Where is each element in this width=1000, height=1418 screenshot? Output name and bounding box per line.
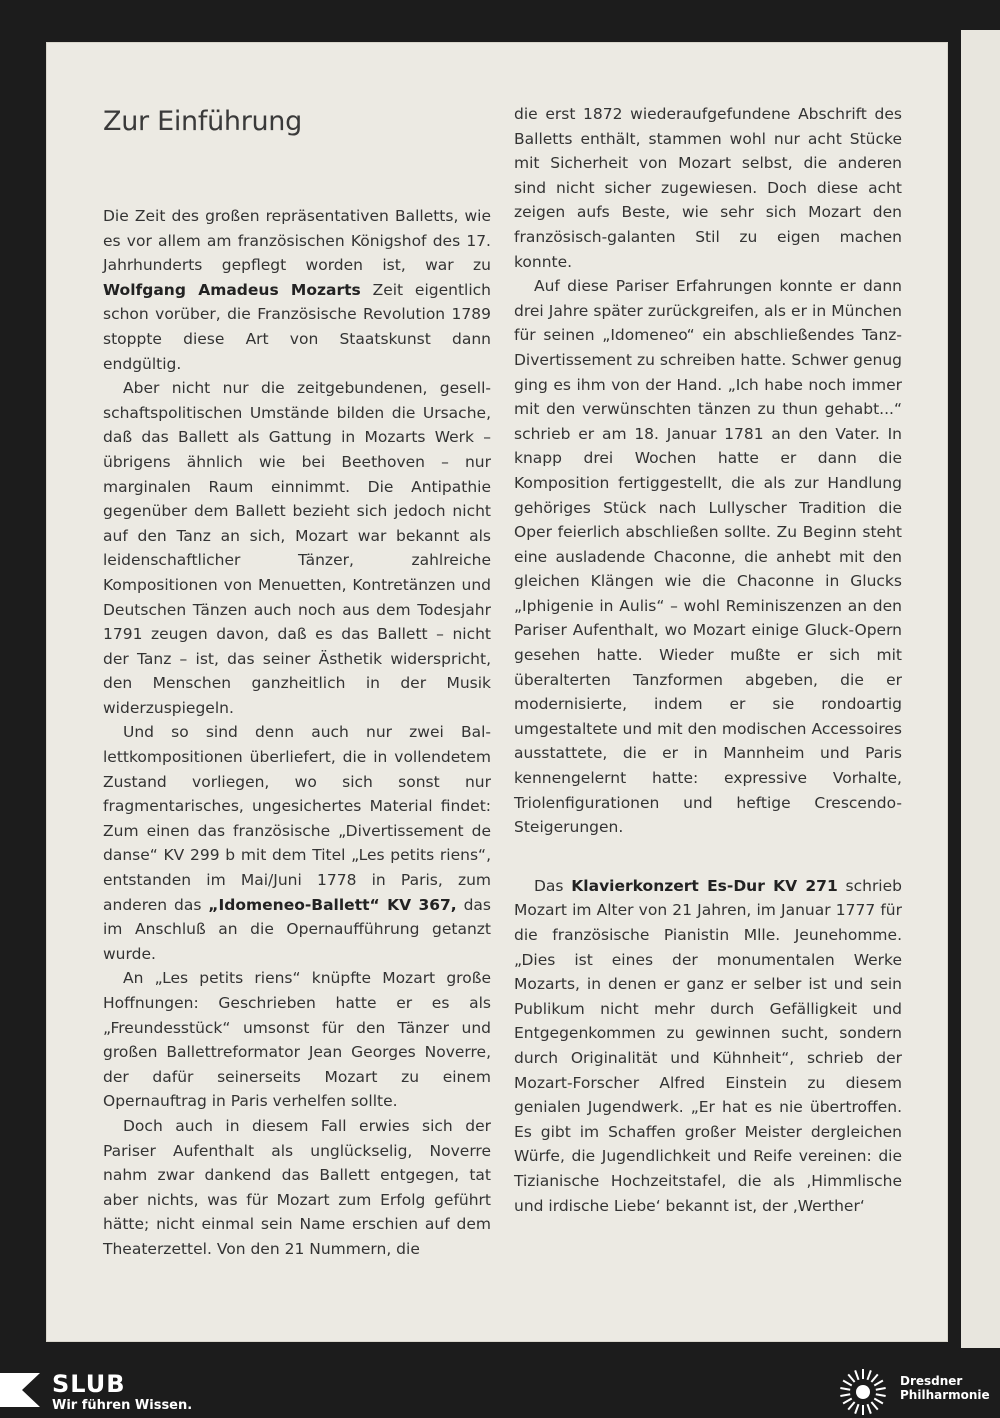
facing-page-edge xyxy=(961,30,1000,1348)
page-title: Zur Einführung xyxy=(103,106,302,137)
philharmonie-name-line1: Dresdner xyxy=(900,1374,963,1388)
paragraph: Das Klavierkonzert Es-Dur KV 271 schrieb Mozart im Alter von 21 Jahren, im Januar 1777 für die französische Pianistin Mlle. Jeunehomme. „Dies ist eines der monumentalen Werke Mozarts, in denen er ganz er selber ist und sein Publikum nicht mehr durch Gefälligkeit und Entgegenkommen zu gewinnen sucht, sondern durch Originalität und Kühnheit“, schrieb der Mozart-Forscher Alfred Einstein zu diesem genialen Jugendwerk. „Er hat es nie übertroffen. Es gibt im Schaffen großer Meister dergleichen Würfe, die Jugendlichkeit und Reife vereinen: die Tizianische Hochzeitstafel, die als ‚Himmlische und irdische Liebe‘ bekannt ist, der ‚Werther‘ xyxy=(514,876,902,1215)
paragraph: Aber nicht nur die zeitgebundenen, gesellschaftspolitischen Umstände bilden die Ursache, daß das Ballett als Gattung in Mozarts Werk – übrigens ähnlich wie bei Beethoven – nur marginalen Raum einnimmt. Die Antipathie gegenüber dem Ballett bezieht sich jedoch nicht auf den Tanz an sich, Mozart war bekannt als leidenschaftlicher Tänzer, zahlreiche Kompositionen von Menuetten, Kontretänzen und Deutschen Tänzen auch noch aus dem Todesjahr 1791 zeugen davon, daß es das Ballett – nicht der Tanz – ist, das seiner Ästhetik widerspricht, den Menschen ganzheitlich in der Musik widerzuspiegeln. xyxy=(103,379,491,717)
paragraph: Auf diese Pariser Erfahrungen konnte er dann drei Jahre später zurückgreifen, als er in München für seinen „Idomeneo“ ein abschließendes Tanz-Divertissement zu schreiben hatte. Schwer genug ging es ihm von der Hand. „Ich habe noch immer mit den verwünschten tänzen zu thun gehabt...“ schrieb er am 18. Januar 1781 an den Vater. In knapp drei Wochen hatte er dann die Komposition fertiggestellt, die als zur Handlung gehöriges Stück nach Lullyscher Tradition die Oper feierlich abschließen sollte. Zu Beginn steht eine ausladende Chaconne, die anhebt mit den gleichen Klängen wie die Chaconne in Glucks „Iphigenie in Aulis“ – wohl Reminiszenzen an den Pariser Aufenthalt, wo Mozart einige Gluck-Opern gesehen hatte. Wieder mußte er sich mit überalterten Tanzformen abgeben, die er modernisierte, indem er sie rondoartig umgestaltete und mit den modischen Accessoires ausstattete, die er in Mannheim und Paris kennengelernt hatte: expressive Vorhalte, Triolenfigurationen und heftige Crescendo-Steigerungen. xyxy=(514,277,902,837)
text-column-left xyxy=(103,204,491,1262)
paragraph: die erst 1872 wiederaufgefundene Abschrift des Balletts enthält, stammen wohl nur acht Stücke mit Sicherheit von Mozart selbst, die anderen sind nicht sicher zugewiesen. Doch diese acht zeigen aufs Beste, wie sehr sich Mozart den französisch-galanten Stil zu eigen machen konnte. xyxy=(514,105,902,271)
viewer-footer xyxy=(0,1355,1000,1418)
paragraph: Und so sind denn auch nur zwei Ballettkompositionen überliefert, die in vollendetem Zustand vorliegen, wo sich sonst nur fragmentarisches, ungesichertes Material findet: Zum einen das französische „Divertissement de danse“ KV 299 b mit dem Titel „Les petits riens“, entstanden im Mai/Juni 1778 in Paris, zum anderen das „Idomeneo-Ballett“ KV 367, das im Anschluß an die Opernaufführung getanzt wurde. xyxy=(103,723,491,963)
slub-name: SLUB xyxy=(52,1370,126,1398)
slub-tagline: Wir führen Wissen. xyxy=(52,1398,193,1413)
paragraph: Doch auch in diesem Fall erwies sich der Pariser Aufenthalt als unglückselig, Noverre nahm zwar dankend das Ballett entgegen, tat aber nichts, was für Mozart zum Erfolg geführt hätte; nicht einmal sein Name erschien auf dem Theaterzettel. Von den 21 Nummern, die xyxy=(103,1116,491,1258)
paragraph: Die Zeit des großen repräsentativen Balletts, wie es vor allem am französischen Königshof des 17. Jahrhunderts gepflegt worden ist, war zu Wolfgang Amadeus Mozarts Zeit eigentlich schon vorüber, die Französische Revolution 1789 stoppte diese Art von Staatskunst dann endgültig. xyxy=(103,207,491,373)
slub-logo-icon xyxy=(0,1373,40,1407)
philharmonie-name-line2: Philharmonie xyxy=(900,1388,990,1402)
paragraph: An „Les petits riens“ knüpfte Mozart große Hoffnungen: Geschrieben hatte er es als „Freundesstück“ umsonst für den Tänzer und großen Ballettreformator Jean Georges Noverre, der dafür seinerseits Mozart zu einem Opernauftrag in Paris verhelfen sollte. xyxy=(103,969,491,1111)
text-column-right xyxy=(514,102,902,1218)
philharmonie-name xyxy=(900,1374,990,1402)
philharmonie-logo-icon xyxy=(838,1367,888,1417)
page-content xyxy=(46,42,948,1342)
